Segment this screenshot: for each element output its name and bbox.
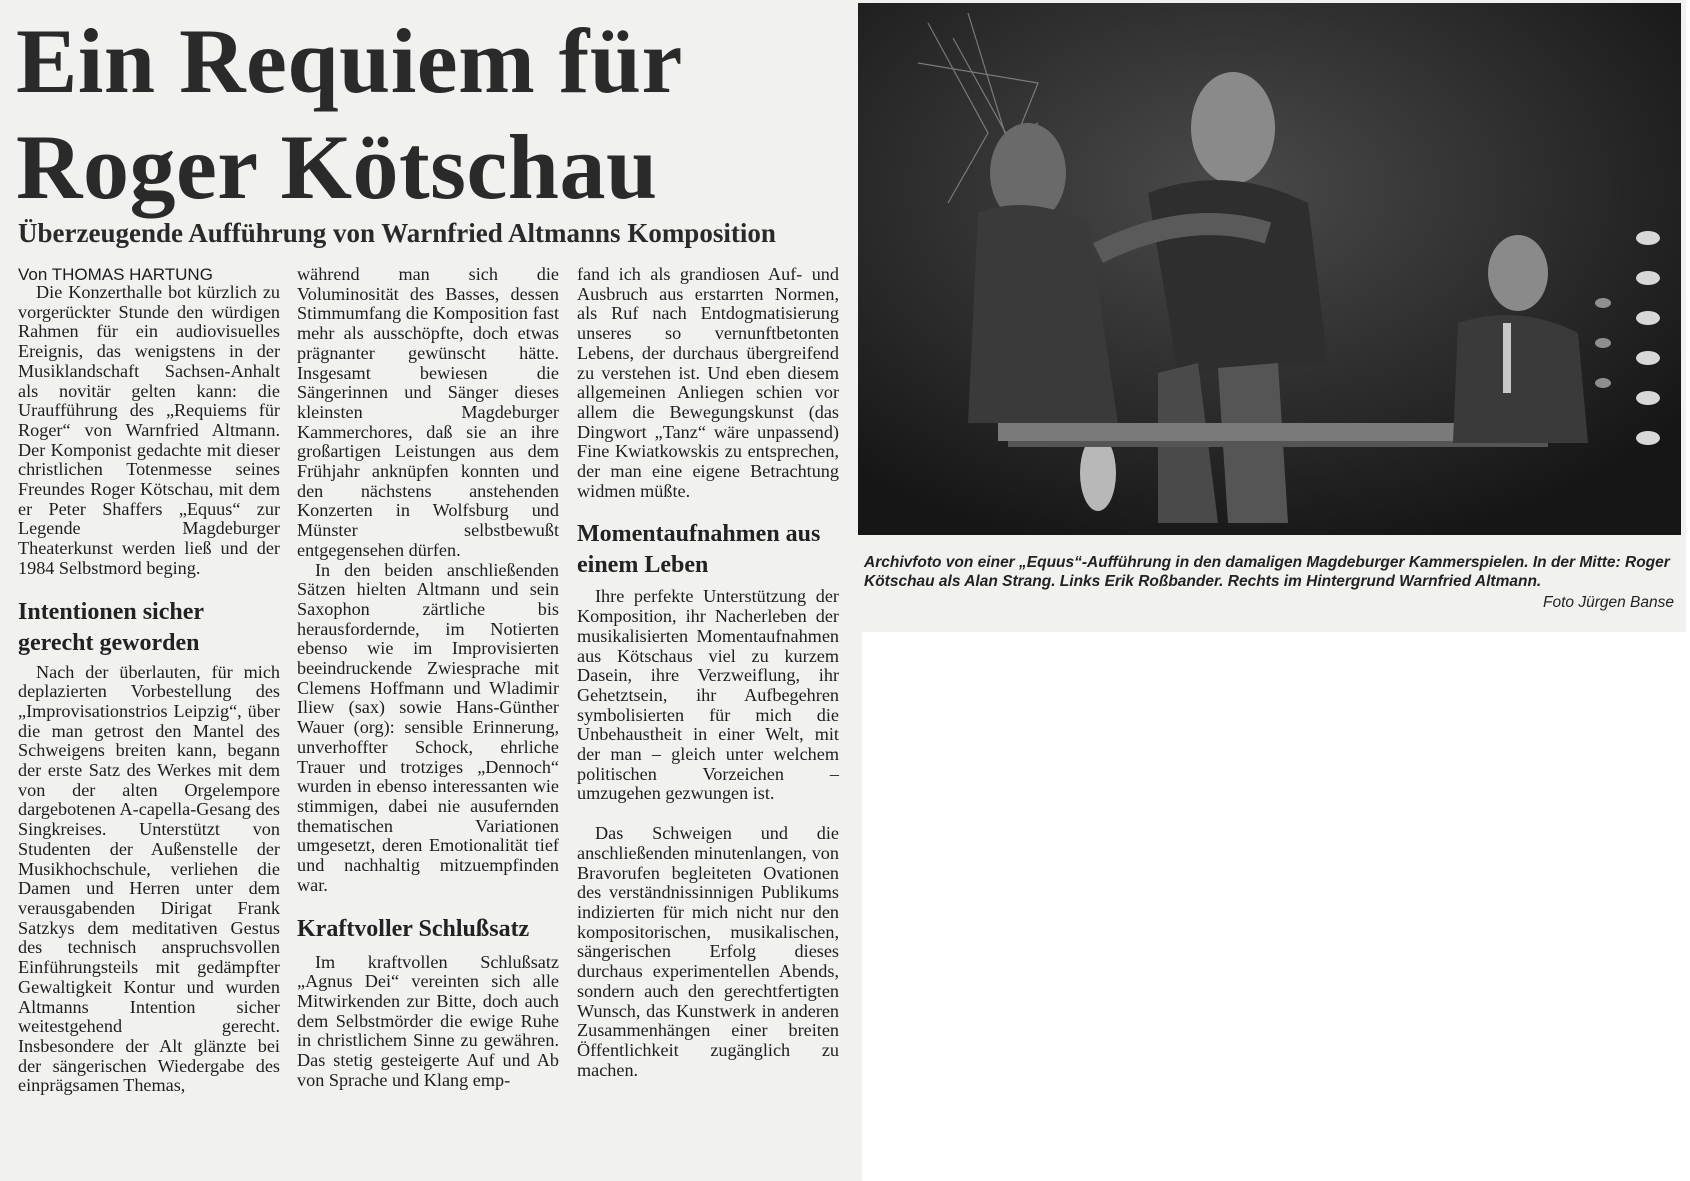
- paragraph-5: Im kraftvollen Schlußsatz „Agnus Dei“ vereinten sich alle Mitwirkenden zur Bitte, doch auch dem Selbstmörder die ewige Ruhe in christlichem Sinne zu gewähren. Das stetig gesteigerte Auf und Ab von Sprache und Klang emp-: [297, 951, 559, 1090]
- photo-caption: Archivfoto von einer „Equus“-Aufführung in den damaligen Magdeburger Kammerspielen. In der Mitte: Roger Kötschau als Alan Strang. Links Erik Roßbander. Rechts im Hintergrund Warnfried Altmann.: [864, 554, 1670, 590]
- text-column-3: [577, 265, 839, 1080]
- subheading-momentaufnahmen: Momentaufnahmen aus einem Leben: [577, 521, 821, 579]
- photo-credit: Foto Jürgen Banse: [1543, 594, 1674, 611]
- stage-photo-image: [858, 3, 1681, 535]
- article-headline: Ein Requiem für Roger Kötschau: [16, 10, 682, 218]
- subheading-schlusssatz: Kraftvoller Schlußsatz: [297, 915, 530, 942]
- paragraph-4: In den beiden anschließenden Sätzen hielten Altmann und sein Saxophon zärtliche bis herausfordernde, im Notierten ebenso wie im Improvisierten beeindruckende Zwiesprache mit Clemens Hoffmann und Wladimir Iliew (sax) sowie Hans-Günther Wauer (org): sensible Erinnerung, unverhoffter Schock, ehrliche Trauer und trotziges „Dennoch“ wurden in ebenso interessanten wie stimmigen, dabei nie ausufernden thematischen Variationen umgesetzt, deren Emotionalität tief und nachhaltig mitzuempfinden war.: [297, 559, 559, 895]
- paragraph-2: Nach der überlauten, für mich deplazierten Vorbestellung des „Improvisationstrios Leipzig“, über die man getrost den Mantel des Schweigens breiten kann, begann der erste Satz des Werkes mit dem von der alten Orgelempore dargebotenen A-capella-Gesang des Singkreises. Unterstützt von Studenten der Außenstelle der Musikhochschule, verliehen die Damen und Herren unter dem verausgabenden Dirigat Frank Satzkys dem meditativen Gestus des technisch anspruchsvollen Einführungsteils mit gedämpfter Gewaltigkeit Kontur und wurden Altmanns Intention sicher weitestgehend gerecht. Insbesondere der Alt glänzte bei der sängerischen Wiedergabe des einprägsamen Themas,: [18, 661, 280, 1096]
- subheading-intentionen: Intentionen sicher gerecht geworden: [18, 598, 204, 656]
- stage-photo: [858, 3, 1681, 535]
- article-subheadline: Überzeugende Aufführung von Warnfried Altmanns Komposition: [18, 218, 776, 248]
- text-column-2: [297, 265, 559, 1090]
- paragraph-3: während man sich die Voluminosität des Basses, dessen Stimmumfang die Komposition fast mehr als ausschöpfte, doch etwas prägnanter gewünscht hätte. Insgesamt bewiesen die Sängerinnen und Sänger dieses kleinsten Magdeburger Kammerchores, daß sie an ihre großartigen Leistungen aus dem Frühjahr anknüpfen konnten und den nächstens anstehenden Konzerten in Wolfsburg und Münster selbstbewußt entgegensehen dürfen.: [297, 264, 559, 560]
- article-byline: Von THOMAS HARTUNG: [18, 265, 213, 284]
- paragraph-7: Ihre perfekte Unterstützung der Komposition, ihr Nacherleben der musikalisierten Momentaufnahmen aus Kötschaus viel zu kurzem Dasein, ihre Verzweiflung, ihr Gehetztsein, ihr Aufbegehren symbolisierten für mich die Unbehaustheit in einer Welt, mit der man – gleich unter welchem politischen Vorzeichen – umzugehen gezwungen ist.: [577, 586, 839, 804]
- paragraph-6: fand ich als grandiosen Auf- und Ausbruch aus erstarrten Normen, als Ruf nach Entdogmatisierung unseres so vernunftbetonten Lebens, der durchaus übergreifend zu verstehen ist. Und eben diesem allgemeinen Anliegen schien vor allem die Bewegungskunst (das Dingwort „Tanz“ wäre unpassend) Fine Kwiatkowskis zu entsprechen, der man eine eigene Betrachtung widmen müßte.: [577, 264, 839, 501]
- paragraph-1: Die Konzerthalle bot kürzlich zu vorgerückter Stunde den würdigen Rahmen für ein audiovisuelles Ereignis, das wenigstens in der Musiklandschaft Sachsen-Anhalt als novitär gelten kann: die Uraufführung des „Requiems für Roger“ von Warnfried Altmann. Der Komponist gedachte mit dieser christlichen Totenmesse seines Freundes Roger Kötschau, mit dem er Peter Shaffers „Equus“ zur Legende Magdeburger Theaterkunst werden ließ und der 1984 Selbstmord beging.: [18, 282, 280, 578]
- text-column-1: [18, 283, 280, 1096]
- paragraph-8: Das Schweigen und die anschließenden minutenlangen, von Bravorufen begleiteten Ovationen des verständnissinnigen Publikums indizierten für mich nicht nur den kompositorischen, musikalischen, sängerischen Erfolg dieses durchaus experimentellen Abends, sondern auch den gerechtfertigten Wunsch, das Kunstwerk in anderen Zusammenhängen einer breiten Öffentlichkeit zugänglich zu machen.: [577, 823, 839, 1080]
